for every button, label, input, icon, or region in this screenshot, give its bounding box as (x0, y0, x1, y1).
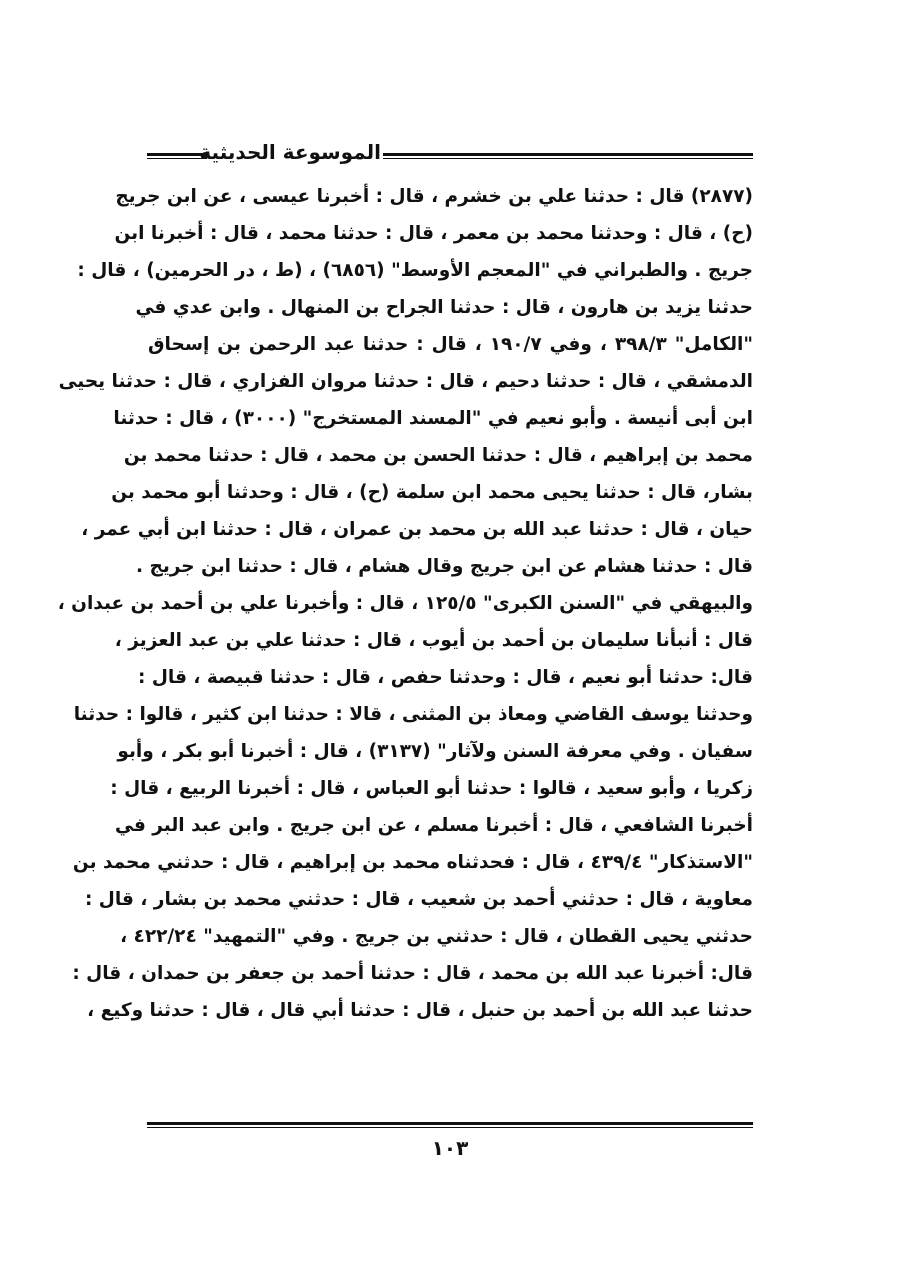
text-line: حيان ، قال : حدثنا عبد الله بن محمد بن عمران ، قال : حدثنا ابن أبي عمر ، (81, 519, 753, 540)
header-title: الموسوعة الحديثية (199, 140, 381, 164)
text-line: حدثني يحيى القطان ، قال : حدثني بن جريج . وفي "التمهيد" ٤٢٢/٢٤ ، (120, 926, 753, 947)
text-line: والبيهقي في "السنن الكبرى" ١٢٥/٥ ، قال : وأخبرنا علي بن أحمد بن عبدان ، (57, 593, 753, 614)
text-line: قال : حدثنا هشام عن ابن جريج وقال هشام ، قال : حدثنا ابن جريج . (136, 556, 753, 577)
header-rule-left (147, 153, 207, 159)
text-line: "الاستذكار" ٤٣٩/٤ ، قال : فحدثناه محمد بن إبراهيم ، قال : حدثني محمد بن (72, 852, 753, 873)
text-line: أخبرنا الشافعي ، قال : أخبرنا مسلم ، عن ابن جريج . وابن عبد البر في (115, 815, 753, 836)
text-line: سفيان . وفي معرفة السنن ولآثار" (٣١٣٧) ، قال : أخبرنا أبو بكر ، وأبو (117, 741, 753, 762)
text-line: معاوية ، قال : حدثني أحمد بن شعيب ، قال : حدثني محمد بن بشار ، قال : (84, 889, 753, 910)
page-number: ١٠٣ (431, 1136, 469, 1160)
text-line: (٢٨٧٧) قال : حدثنا علي بن خشرم ، قال : أخبرنا عيسى ، عن ابن جريج (115, 186, 753, 207)
main-text (57, 178, 753, 1029)
text-line: حدثنا يزيد بن هارون ، قال : حدثنا الجراح بن المنهال . وابن عدي في (135, 297, 753, 318)
running-header (147, 138, 753, 174)
text-line: ابن أبى أنيسة . وأبو نعيم في "المسند المستخرج" (٣٠٠٠) ، قال : حدثنا (113, 408, 753, 429)
text-line: حدثنا عبد الله بن أحمد بن حنبل ، قال : حدثنا أبي قال ، قال : حدثنا وكيع ، (87, 1000, 753, 1021)
text-line: بشار، قال : حدثنا يحيى محمد ابن سلمة (ح) ، قال : وحدثنا أبو محمد بن (111, 482, 753, 503)
text-line: قال : أنبأنا سليمان بن أحمد بن أيوب ، قال : حدثنا علي بن عبد العزيز ، (114, 630, 753, 651)
text-line: جريج . والطبراني في "المعجم الأوسط" (٦٨٥٦) ، (ط ، در الحرمين) ، قال : (77, 260, 753, 281)
text-line: الدمشقي ، قال : حدثنا دحيم ، قال : حدثنا مروان الفزاري ، قال : حدثنا يحيى (58, 371, 753, 392)
text-line: قال: أخبرنا عبد الله بن محمد ، قال : حدثنا أحمد بن جعفر بن حمدان ، قال : (72, 963, 753, 984)
text-line: "الكامل" ٣٩٨/٣ ، وفي ١٩٠/٧ ، قال : حدثنا عبد الرحمن بن إسحاق (148, 334, 753, 355)
text-line: قال: حدثنا أبو نعيم ، قال : وحدثنا حفص ، قال : حدثنا قبيصة ، قال : (138, 667, 753, 688)
footer-rule (147, 1122, 753, 1128)
text-line: زكريا ، وأبو سعيد ، قالوا : حدثنا أبو العباس ، قال : أخبرنا الربيع ، قال : (110, 778, 753, 799)
text-line: وحدثنا يوسف القاضي ومعاذ بن المثنى ، قالا : حدثنا ابن كثير ، قالوا : حدثنا (73, 704, 753, 725)
text-line: (ح) ، قال : وحدثنا محمد بن معمر ، قال : حدثنا محمد ، قال : أخبرنا ابن (114, 223, 753, 244)
text-line: محمد بن إبراهيم ، قال : حدثنا الحسن بن محمد ، قال : حدثنا محمد بن (123, 445, 753, 466)
header-rule-right (383, 153, 753, 159)
